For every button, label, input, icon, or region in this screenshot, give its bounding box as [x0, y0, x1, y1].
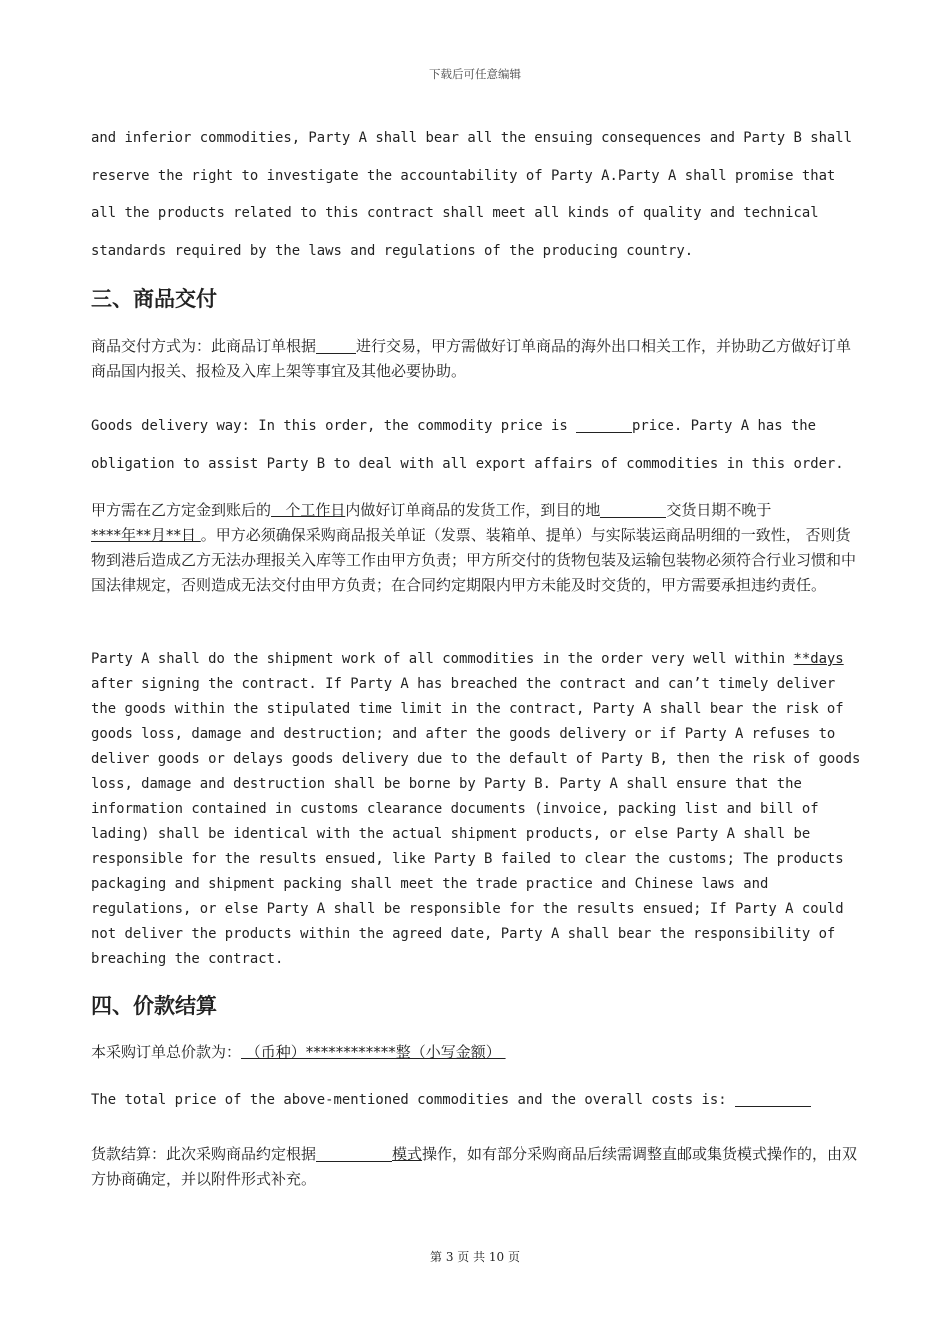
- paragraph-delivery-method-en: [91, 408, 861, 483]
- text-segment: 本采购订单总价款为：: [91, 1043, 242, 1061]
- text-segment: 商品交付方式为：此商品订单根据: [91, 337, 317, 355]
- text-segment: 进行交易，甲方需做好订单商品的海外出口相关工作，并协助乙方做好订单商品国内报关、报检及入库上架等事宜及其他必要协助。: [91, 337, 852, 380]
- paragraph-payment-settlement: [91, 1142, 861, 1192]
- blank-field: [735, 1092, 811, 1107]
- paragraph-shipment-terms-cn: [91, 498, 861, 598]
- underlined-amount: （币种）************整（小写金额）: [241, 1043, 506, 1061]
- text-segment: 甲方需在乙方定金到账后的: [91, 501, 272, 519]
- underlined-workdays: 个工作日: [271, 501, 346, 519]
- text-segment: 操作，如有部分采购商品后续需调整直邮或集货模式操作的，由双方协商确定，并以附件形式补充。: [91, 1145, 858, 1188]
- section-heading-settlement: 四、价款结算: [91, 994, 217, 1018]
- text-segment: Party A shall do the shipment work of all commodities in the order very well within: [91, 651, 794, 667]
- underlined-date: ****年**月**日: [91, 526, 201, 544]
- blank-field: [600, 502, 666, 518]
- blank-field: [576, 418, 632, 433]
- page-header: 下载后可任意编辑: [429, 67, 521, 81]
- paragraph-shipment-terms-en: [91, 647, 861, 972]
- text-segment: 。甲方必须确保采购商品报关单证（发票、装箱单、提单）与实际装运商品明细的一致性， 否则货物到港后造成乙方无法办理报关入库等工作由甲方负责；甲方所交付的货物包装及运输包装物必须符合行业习惯和中国法律规定，否则造成无法交付由甲方负责；在合同约定期限内甲方未能及时交货的，甲方需要承担违约责任。: [91, 526, 857, 594]
- underlined-days: **days: [793, 651, 844, 667]
- paragraph-quality-standards: and inferior commodities, Party A shall bear all the ensuing consequences and Party B shall reserve the right to investigate the accountability of Party A.Party A shall promise that all the products related to this contract shall meet all kinds of quality and technical standards required by the laws and regulations of the producing country.: [91, 130, 853, 259]
- underlined-mode: 模式: [392, 1145, 423, 1163]
- text-segment: 交货日期不晚于: [666, 501, 772, 519]
- text-segment: 内做好订单商品的发货工作，到目的地: [345, 501, 601, 519]
- blank-field: [316, 1146, 392, 1162]
- text-segment: The total price of the above-mentioned commodities and the overall costs is:: [91, 1092, 735, 1108]
- text-segment: price. Party A has the obligation to assist Party B to deal with all export affairs of commodities in this order.: [91, 418, 844, 472]
- blank-field: [316, 338, 356, 354]
- paragraph-total-price-en: [91, 1088, 861, 1113]
- text-segment: after signing the contract. If Party A has breached the contract and can’t timely deliver the goods within the stipulated time limit in the contract, Party A shall bear the risk of goods loss, damage and destruction; and after the goods delivery or if Party A refuses to deliver goods or delays goods delivery due to the default of Party B, then the risk of goods loss, damage and destruction shall be borne by Party B. Party A shall ensure that the information contained in customs clearance documents (invoice, packing list and bill of lading) shall be identical with the actual shipment products, or else Party A shall be responsible for the results ensued, like Party B failed to clear the customs; The products packaging and shipment packing shall meet the trade practice and Chinese laws and regulations, or else Party A shall be responsible for the results ensued; If Party A could not deliver the products within the agreed date, Party A shall bear the responsibility of breaching the contract.: [91, 676, 861, 967]
- text-segment: Goods delivery way: In this order, the commodity price is: [91, 418, 577, 434]
- section-heading-delivery: 三、商品交付: [91, 287, 217, 311]
- page-footer: 第 3 页 共 10 页: [430, 1250, 520, 1264]
- paragraph-delivery-method-cn: [91, 334, 861, 384]
- paragraph-total-price-cn: [91, 1040, 861, 1065]
- text-segment: 货款结算：此次采购商品约定根据: [91, 1145, 317, 1163]
